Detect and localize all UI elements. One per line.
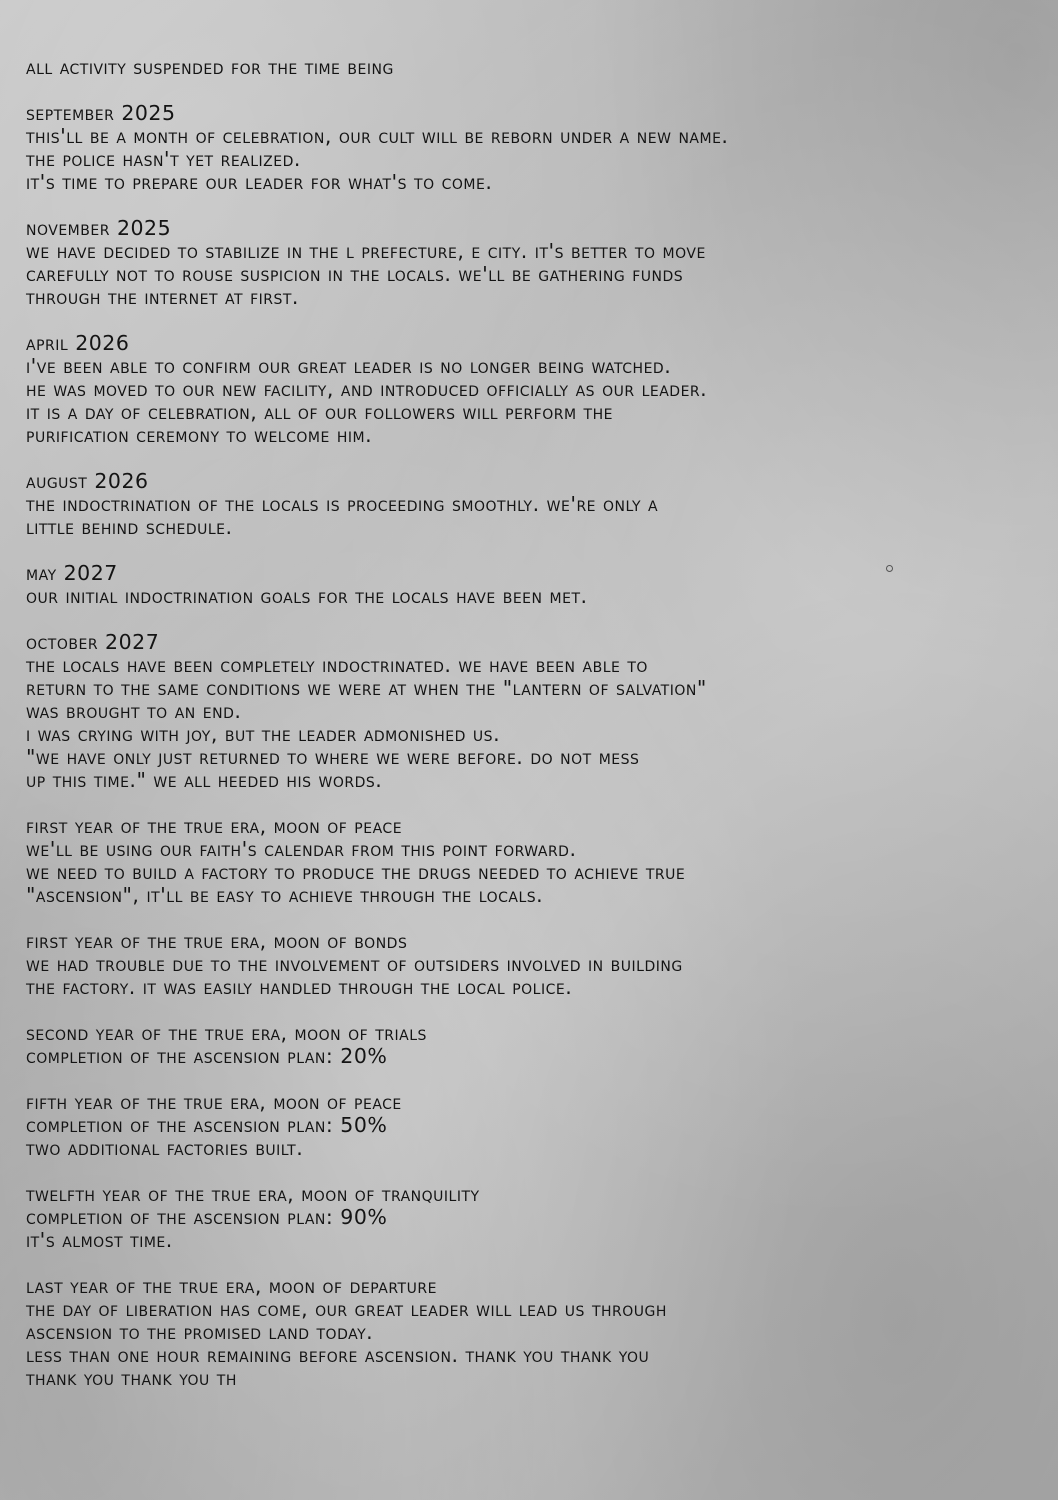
page-headline: all activity suspended for the time being — [26, 55, 394, 79]
entry-line: our initial indoctrination goals for the locals have been met. — [26, 584, 588, 608]
entry-line: purification ceremony to welcome him. — [26, 423, 373, 447]
journal-entry — [26, 1183, 1036, 1252]
entry-line: completion of the ascension plan: 90% — [26, 1205, 388, 1229]
entry-line: "ascension", it'll be easy to achieve through the locals. — [26, 883, 544, 907]
entry-line: i was crying with joy, but the leader admonished us. — [26, 722, 501, 746]
entry-line: it's almost time. — [26, 1228, 173, 1252]
entry-date: april 2026 — [26, 331, 130, 355]
entry-line: the locals have been completely indoctrinated. we have been able to — [26, 653, 648, 677]
entry-date: may 2027 — [26, 561, 118, 585]
entry-line: return to the same conditions we were at when the "lantern of salvation" — [26, 676, 707, 700]
entry-date: twelfth year of the true era, moon of tranquility — [26, 1182, 480, 1206]
entry-date: first year of the true era, moon of peace — [26, 814, 403, 838]
entry-date: october 2027 — [26, 630, 160, 654]
entry-line: the police hasn't yet realized. — [26, 147, 301, 171]
journal-entry — [26, 930, 1036, 999]
entry-line: we need to build a factory to produce the drugs needed to achieve true — [26, 860, 686, 884]
entry-line: up this time." we all heeded his words. — [26, 768, 383, 792]
entry-line: thank you thank you th — [26, 1366, 237, 1390]
entry-line: completion of the ascension plan: 50% — [26, 1113, 388, 1137]
journal-entries — [26, 102, 1036, 1390]
journal-entry — [26, 1275, 1036, 1390]
entry-line: he was moved to our new facility, and introduced officially as our leader. — [26, 377, 708, 401]
entry-line: little behind schedule. — [26, 515, 233, 539]
entry-line: i've been able to confirm our great leader is no longer being watched. — [26, 354, 672, 378]
journal-entry — [26, 217, 1036, 309]
entry-line: was brought to an end. — [26, 699, 242, 723]
entry-line: we had trouble due to the involvement of outsiders involved in building — [26, 952, 683, 976]
entry-line: the indoctrination of the locals is proceeding smoothly. we're only a — [26, 492, 659, 516]
entry-line: completion of the ascension plan: 20% — [26, 1044, 388, 1068]
journal-page — [26, 56, 1036, 1413]
journal-entry — [26, 332, 1036, 447]
entry-line: this'll be a month of celebration, our cult will be reborn under a new name. — [26, 124, 729, 148]
journal-entry — [26, 815, 1036, 907]
entry-date: september 2025 — [26, 101, 176, 125]
entry-line: we have decided to stabilize in the l prefecture, e city. it's better to move — [26, 239, 706, 263]
entry-date: november 2025 — [26, 216, 172, 240]
entry-line: we'll be using our faith's calendar from this point forward. — [26, 837, 577, 861]
entry-date: august 2026 — [26, 469, 149, 493]
entry-line: two additional factories built. — [26, 1136, 304, 1160]
entry-line: ascension to the promised land today. — [26, 1320, 374, 1344]
journal-entry — [26, 470, 1036, 539]
journal-entry — [26, 1022, 1036, 1068]
entry-date: second year of the true era, moon of trials — [26, 1021, 427, 1045]
paper-speck — [886, 565, 893, 572]
journal-entry — [26, 562, 1036, 608]
entry-line: less than one hour remaining before ascension. thank you thank you — [26, 1343, 650, 1367]
entry-date: first year of the true era, moon of bonds — [26, 929, 408, 953]
entry-date: last year of the true era, moon of departure — [26, 1274, 437, 1298]
entry-line: through the internet at first. — [26, 285, 299, 309]
entry-line: the day of liberation has come, our great leader will lead us through — [26, 1297, 667, 1321]
entry-line: the factory. it was easily handled through the local police. — [26, 975, 573, 999]
entry-line: it is a day of celebration, all of our followers will perform the — [26, 400, 613, 424]
entry-line: carefully not to rouse suspicion in the locals. we'll be gathering funds — [26, 262, 684, 286]
entry-date: fifth year of the true era, moon of peace — [26, 1090, 402, 1114]
journal-entry — [26, 102, 1036, 194]
journal-entry — [26, 1091, 1036, 1160]
entry-line: it's time to prepare our leader for what's to come. — [26, 170, 493, 194]
entry-line: "we have only just returned to where we were before. do not mess — [26, 745, 640, 769]
journal-entry — [26, 631, 1036, 792]
